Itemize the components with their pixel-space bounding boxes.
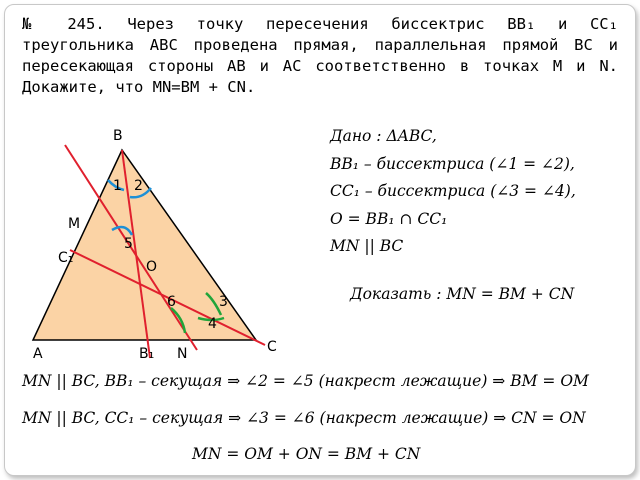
label-b1: B₁ — [139, 346, 155, 362]
angle-label-2: 2 — [134, 178, 143, 194]
label-c1: C₁ — [58, 250, 74, 266]
problem-text: Через точку пересечения биссектрис BB₁ и CC₁ треугольника ABC проведена прямая, параллельная прямой BC и пересекающая стороны AB и AC соответственно в точках M и N. Докажите, что MN=BM + CN. — [22, 15, 618, 96]
label-a: A — [33, 346, 43, 362]
label-b: B — [113, 128, 123, 144]
label-o: O — [146, 259, 158, 275]
problem-number: № 245. — [22, 15, 105, 33]
given-line-2: BB₁ – биссектриса (∠1 = ∠2), — [330, 154, 575, 173]
proof-line-1: MN || BC, BB₁ – секущая ⇒ ∠2 = ∠5 (накрест лежащие) ⇒ BM = OM — [22, 372, 589, 390]
angle-label-1: 1 — [113, 178, 122, 194]
prove-statement: Доказать : MN = BM + CN — [350, 285, 575, 303]
given-block — [330, 123, 576, 261]
given-line-1: Дано : ΔABC, — [330, 127, 437, 145]
label-m: M — [68, 216, 81, 232]
given-line-4: O = BB₁ ∩ CC₁ — [330, 209, 448, 228]
label-n: N — [177, 346, 188, 362]
angle-label-6: 6 — [167, 294, 176, 310]
proof-line-3: MN = OM + ON = BM + CN — [192, 445, 421, 463]
label-c: C — [267, 339, 277, 355]
proof-line-2: MN || BC, CC₁ – секущая ⇒ ∠3 = ∠6 (накрест лежащие) ⇒ CN = ON — [22, 409, 586, 427]
given-line-5: MN || BC — [330, 237, 404, 255]
angle-label-4: 4 — [208, 316, 217, 332]
angle-label-3: 3 — [219, 294, 228, 310]
given-line-3: CC₁ – биссектриса (∠3 = ∠4), — [330, 182, 576, 200]
angle-label-5: 5 — [124, 236, 133, 252]
